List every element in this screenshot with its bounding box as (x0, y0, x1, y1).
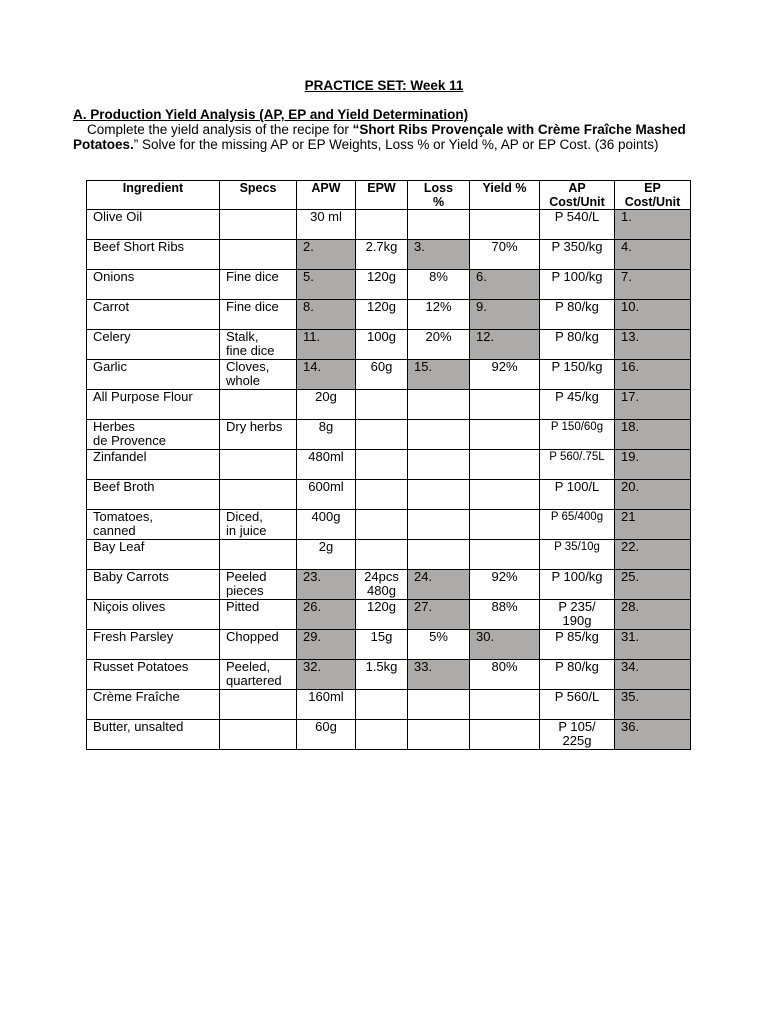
cell-ep-cost: 22. (615, 540, 691, 570)
cell-ep-cost: 25. (615, 570, 691, 600)
cell-ingredient: Butter, unsalted (87, 720, 220, 750)
cell-ap-cost: P 85/kg (540, 630, 615, 660)
table-row (87, 270, 691, 300)
cell-ingredient: Niçois olives (87, 600, 220, 630)
table-row (87, 630, 691, 660)
cell-ap-cost: P 350/kg (540, 240, 615, 270)
table-row (87, 360, 691, 390)
header-apw: APW (297, 181, 356, 210)
cell-ep-cost: 1. (615, 210, 691, 240)
cell-apw: 480ml (297, 450, 356, 480)
instructions (73, 122, 688, 152)
cell-ingredient: Garlic (87, 360, 220, 390)
cell-loss: 15. (408, 360, 470, 390)
cell-epw (356, 480, 408, 510)
cell-apw: 5. (297, 270, 356, 300)
cell-ingredient: Zinfandel (87, 450, 220, 480)
cell-ep-cost: 19. (615, 450, 691, 480)
cell-epw (356, 540, 408, 570)
cell-specs: Stalk, fine dice (220, 330, 297, 360)
cell-ep-cost: 28. (615, 600, 691, 630)
cell-yield (470, 390, 540, 420)
cell-yield (470, 210, 540, 240)
cell-ingredient: Bay Leaf (87, 540, 220, 570)
cell-yield: 88% (470, 600, 540, 630)
cell-specs: Diced, in juice (220, 510, 297, 540)
table-row (87, 450, 691, 480)
cell-ingredient: Russet Potatoes (87, 660, 220, 690)
cell-ap-cost: P 100/L (540, 480, 615, 510)
cell-yield: 6. (470, 270, 540, 300)
cell-ingredient: Crème Fraîche (87, 690, 220, 720)
cell-epw (356, 690, 408, 720)
cell-epw: 2.7kg (356, 240, 408, 270)
cell-apw: 600ml (297, 480, 356, 510)
header-ap-cost: AP Cost/Unit (540, 181, 615, 210)
header-loss: Loss % (408, 181, 470, 210)
recipe-name: “Short Ribs Provençale with Crème Fraîche Mashed Potatoes. (73, 122, 686, 152)
table-row (87, 210, 691, 240)
cell-loss: 27. (408, 600, 470, 630)
table-row (87, 420, 691, 450)
table-row (87, 330, 691, 360)
cell-specs: Pitted (220, 600, 297, 630)
cell-apw: 400g (297, 510, 356, 540)
cell-epw (356, 720, 408, 750)
table-row (87, 240, 691, 270)
cell-specs: Dry herbs (220, 420, 297, 450)
cell-loss (408, 720, 470, 750)
cell-ingredient: All Purpose Flour (87, 390, 220, 420)
cell-specs: Peeled pieces (220, 570, 297, 600)
cell-apw: 14. (297, 360, 356, 390)
cell-ep-cost: 4. (615, 240, 691, 270)
cell-ingredient: Onions (87, 270, 220, 300)
cell-yield: 30. (470, 630, 540, 660)
cell-epw (356, 510, 408, 540)
cell-yield (470, 540, 540, 570)
cell-apw: 2. (297, 240, 356, 270)
cell-ingredient: Carrot (87, 300, 220, 330)
cell-epw (356, 390, 408, 420)
cell-ingredient: Beef Short Ribs (87, 240, 220, 270)
cell-ap-cost: P 100/kg (540, 570, 615, 600)
cell-specs (220, 690, 297, 720)
cell-loss: 3. (408, 240, 470, 270)
cell-apw: 20g (297, 390, 356, 420)
cell-yield (470, 690, 540, 720)
cell-loss (408, 450, 470, 480)
cell-ap-cost: P 150/kg (540, 360, 615, 390)
page-title: PRACTICE SET: Week 11 (304, 78, 464, 93)
cell-epw (356, 420, 408, 450)
cell-ingredient: Olive Oil (87, 210, 220, 240)
cell-loss (408, 390, 470, 420)
cell-epw (356, 450, 408, 480)
cell-ingredient: Fresh Parsley (87, 630, 220, 660)
header-ep-cost: EP Cost/Unit (615, 181, 691, 210)
cell-yield: 70% (470, 240, 540, 270)
cell-loss: 24. (408, 570, 470, 600)
cell-ep-cost: 18. (615, 420, 691, 450)
cell-yield: 92% (470, 360, 540, 390)
cell-ep-cost: 16. (615, 360, 691, 390)
cell-ap-cost: P 80/kg (540, 330, 615, 360)
cell-epw: 60g (356, 360, 408, 390)
table-row (87, 480, 691, 510)
cell-epw: 100g (356, 330, 408, 360)
table-row (87, 300, 691, 330)
cell-yield: 92% (470, 570, 540, 600)
cell-ap-cost: P 45/kg (540, 390, 615, 420)
cell-apw: 26. (297, 600, 356, 630)
cell-ingredient: Herbes de Provence (87, 420, 220, 450)
cell-epw: 120g (356, 270, 408, 300)
cell-yield (470, 480, 540, 510)
cell-ingredient: Baby Carrots (87, 570, 220, 600)
header-yield: Yield % (470, 181, 540, 210)
cell-apw: 160ml (297, 690, 356, 720)
cell-loss: 33. (408, 660, 470, 690)
cell-ep-cost: 17. (615, 390, 691, 420)
cell-ep-cost: 21 (615, 510, 691, 540)
cell-ep-cost: 36. (615, 720, 691, 750)
cell-yield (470, 510, 540, 540)
header-epw: EPW (356, 181, 408, 210)
table-header-row (87, 181, 691, 210)
cell-ap-cost: P 560/.75L (540, 450, 615, 480)
cell-apw: 8. (297, 300, 356, 330)
cell-specs: Cloves, whole (220, 360, 297, 390)
yield-analysis-table (86, 180, 691, 750)
cell-apw: 23. (297, 570, 356, 600)
table-row (87, 600, 691, 630)
cell-ingredient: Tomatoes, canned (87, 510, 220, 540)
cell-specs (220, 720, 297, 750)
cell-loss: 12% (408, 300, 470, 330)
cell-loss: 20% (408, 330, 470, 360)
cell-specs: Chopped (220, 630, 297, 660)
cell-ap-cost: P 560/L (540, 690, 615, 720)
cell-epw: 1.5kg (356, 660, 408, 690)
cell-epw: 24pcs 480g (356, 570, 408, 600)
cell-ap-cost: P 100/kg (540, 270, 615, 300)
section-heading: A. Production Yield Analysis (AP, EP and Yield Determination) (73, 107, 469, 122)
cell-apw: 8g (297, 420, 356, 450)
cell-yield: 9. (470, 300, 540, 330)
table-row (87, 720, 691, 750)
instructions-text-2: ” Solve for the missing AP or EP Weights, Loss % or Yield %, AP or EP Cost. (36 points) (133, 137, 659, 152)
cell-yield: 80% (470, 660, 540, 690)
cell-specs (220, 390, 297, 420)
cell-apw: 30 ml (297, 210, 356, 240)
cell-loss (408, 210, 470, 240)
cell-specs (220, 450, 297, 480)
cell-specs (220, 240, 297, 270)
cell-ap-cost: P 80/kg (540, 660, 615, 690)
cell-ep-cost: 13. (615, 330, 691, 360)
cell-loss: 8% (408, 270, 470, 300)
cell-ep-cost: 35. (615, 690, 691, 720)
cell-ep-cost: 10. (615, 300, 691, 330)
cell-loss (408, 420, 470, 450)
header-ingredient: Ingredient (87, 181, 220, 210)
cell-yield (470, 720, 540, 750)
cell-specs: Peeled, quartered (220, 660, 297, 690)
cell-ap-cost: P 35/10g (540, 540, 615, 570)
cell-ap-cost: P 80/kg (540, 300, 615, 330)
cell-loss (408, 480, 470, 510)
cell-ep-cost: 7. (615, 270, 691, 300)
cell-ingredient: Beef Broth (87, 480, 220, 510)
instructions-text-1: Complete the yield analysis of the recipe for (87, 122, 353, 137)
cell-yield: 12. (470, 330, 540, 360)
cell-ep-cost: 34. (615, 660, 691, 690)
cell-apw: 32. (297, 660, 356, 690)
cell-loss: 5% (408, 630, 470, 660)
cell-apw: 60g (297, 720, 356, 750)
header-specs: Specs (220, 181, 297, 210)
cell-specs: Fine dice (220, 300, 297, 330)
cell-specs: Fine dice (220, 270, 297, 300)
cell-apw: 11. (297, 330, 356, 360)
table-row (87, 660, 691, 690)
cell-ingredient: Celery (87, 330, 220, 360)
cell-loss (408, 510, 470, 540)
cell-ap-cost: P 235/ 190g (540, 600, 615, 630)
cell-ap-cost: P 540/L (540, 210, 615, 240)
cell-specs (220, 210, 297, 240)
table-row (87, 690, 691, 720)
cell-epw (356, 210, 408, 240)
cell-loss (408, 690, 470, 720)
cell-ap-cost: P 65/400g (540, 510, 615, 540)
table-row (87, 570, 691, 600)
cell-specs (220, 540, 297, 570)
table-body (87, 210, 691, 750)
cell-ep-cost: 31. (615, 630, 691, 660)
cell-loss (408, 540, 470, 570)
cell-epw: 120g (356, 300, 408, 330)
table-row (87, 390, 691, 420)
table-row (87, 510, 691, 540)
cell-epw: 15g (356, 630, 408, 660)
cell-epw: 120g (356, 600, 408, 630)
cell-ap-cost: P 105/ 225g (540, 720, 615, 750)
cell-yield (470, 420, 540, 450)
cell-yield (470, 450, 540, 480)
cell-ap-cost: P 150/60g (540, 420, 615, 450)
cell-apw: 29. (297, 630, 356, 660)
cell-ep-cost: 20. (615, 480, 691, 510)
cell-apw: 2g (297, 540, 356, 570)
cell-specs (220, 480, 297, 510)
table-row (87, 540, 691, 570)
